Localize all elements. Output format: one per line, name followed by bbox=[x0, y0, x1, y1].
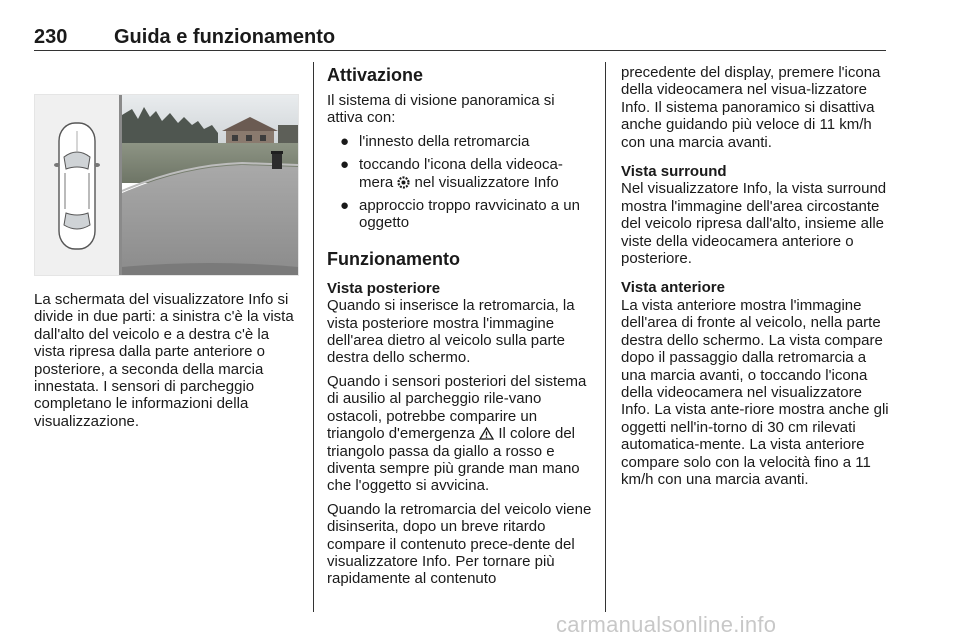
column-2 bbox=[327, 64, 593, 594]
rear-view-paragraph-1: Quando si inserisce la retromarcia, la vista posteriore mostra l'immagine dell'area dietro al veicolo sulla parte destra dello schermo. bbox=[327, 297, 575, 367]
camera-view-panel bbox=[122, 95, 298, 275]
activation-intro: Il sistema di visione panoramica si attiva con: bbox=[327, 92, 555, 127]
subheading-front-view: Vista anteriore bbox=[621, 279, 725, 297]
continuation-paragraph: precedente del display, premere l'icona della videocamera nel visua-lizzatore Info. Il sistema panoramico si disattiva anche guidando più veloce di 11 km/h con una marcia avanti. bbox=[621, 64, 881, 151]
column-divider-1 bbox=[313, 62, 314, 612]
bullet-icon: ● bbox=[340, 132, 350, 150]
rear-view-paragraph-2 bbox=[327, 373, 593, 495]
camera-gear-icon bbox=[397, 176, 410, 189]
list-item bbox=[327, 156, 593, 191]
heading-operation: Funzionamento bbox=[327, 248, 460, 269]
list-item-text: approccio troppo ravvicinato a un oggetto bbox=[359, 197, 580, 232]
subheading-rear-view: Vista posteriore bbox=[327, 279, 441, 297]
column-1 bbox=[34, 291, 299, 436]
subheading-surround-view: Vista surround bbox=[621, 163, 727, 181]
paragraph-text: Il colore del triangolo passa da giallo a rosso e diventa sempre più grande man mano che l'oggetto si avvicina. bbox=[327, 425, 580, 495]
header-rule bbox=[34, 50, 886, 51]
watermark: carmanualsonline.info bbox=[556, 612, 777, 637]
page-header bbox=[34, 26, 886, 52]
list-item bbox=[327, 133, 593, 150]
front-view-paragraph: La vista anteriore mostra l'immagine dell'area di fronte al veicolo, nella parte destra dello schermo. La vista compare dopo il passaggio dalla retromarcia a una marcia avanti, o toccando l'icona della videocamera nel visualizzatore Info. La vista ante-riore mostra anche gli oggetti nell'in-torno di 30 cm rilevati automatica-mente. La vista anteriore compare solo con la velocità fino a 11 km/h con una marcia avanti. bbox=[621, 296, 889, 488]
paragraph-text: Quando i sensori posteriori del sistema di ausilio al parcheggio rile-vano ostacoli, potrebbe comparire un triangolo d'emergenza bbox=[327, 372, 587, 443]
list-item bbox=[327, 197, 593, 232]
rear-view-paragraph-3: Quando la retromarcia del veicolo viene disinserita, dopo un breve ritardo compare il contenuto prece-dente del visualizzatore Info. Per tornare più rapidamente al contenuto bbox=[327, 500, 592, 588]
column-divider-2 bbox=[605, 62, 606, 612]
list-item-text: toccando l'icona della videoca-mera bbox=[359, 156, 563, 191]
list-item-text: l'innesto della retromarcia bbox=[359, 132, 530, 150]
bullet-icon: ● bbox=[340, 156, 350, 174]
surround-view-paragraph: Nel visualizzatore Info, la vista surround mostra l'immagine dell'area circostante del veicolo ripresa dall'alto, insieme alle viste della videocamera anteriore o posteriore. bbox=[621, 180, 887, 268]
car-top-view-icon bbox=[35, 95, 119, 275]
warning-triangle-icon bbox=[479, 427, 494, 440]
panoramic-view-figure bbox=[34, 94, 299, 276]
page-title: Guida e funzionamento bbox=[114, 26, 336, 48]
camera-scene-image bbox=[122, 95, 298, 275]
activation-list bbox=[327, 133, 593, 232]
list-item-text: nel visualizzatore Info bbox=[414, 173, 559, 191]
heading-activation: Attivazione bbox=[327, 65, 424, 85]
bullet-icon: ● bbox=[340, 197, 350, 215]
figure-description: La schermata del visualizzatore Info si divide in due parti: a sinistra c'è la vista dall'alto del veicolo e a destra c'è la vista ripresa dalla parte anteriore o posteriore, a seconda della marcia innestata. I sensori di parcheggio completano le informazioni della visualizzazione. bbox=[34, 291, 294, 430]
page-number: 230 bbox=[34, 26, 68, 48]
column-3 bbox=[621, 64, 889, 494]
top-view-panel bbox=[35, 95, 122, 275]
